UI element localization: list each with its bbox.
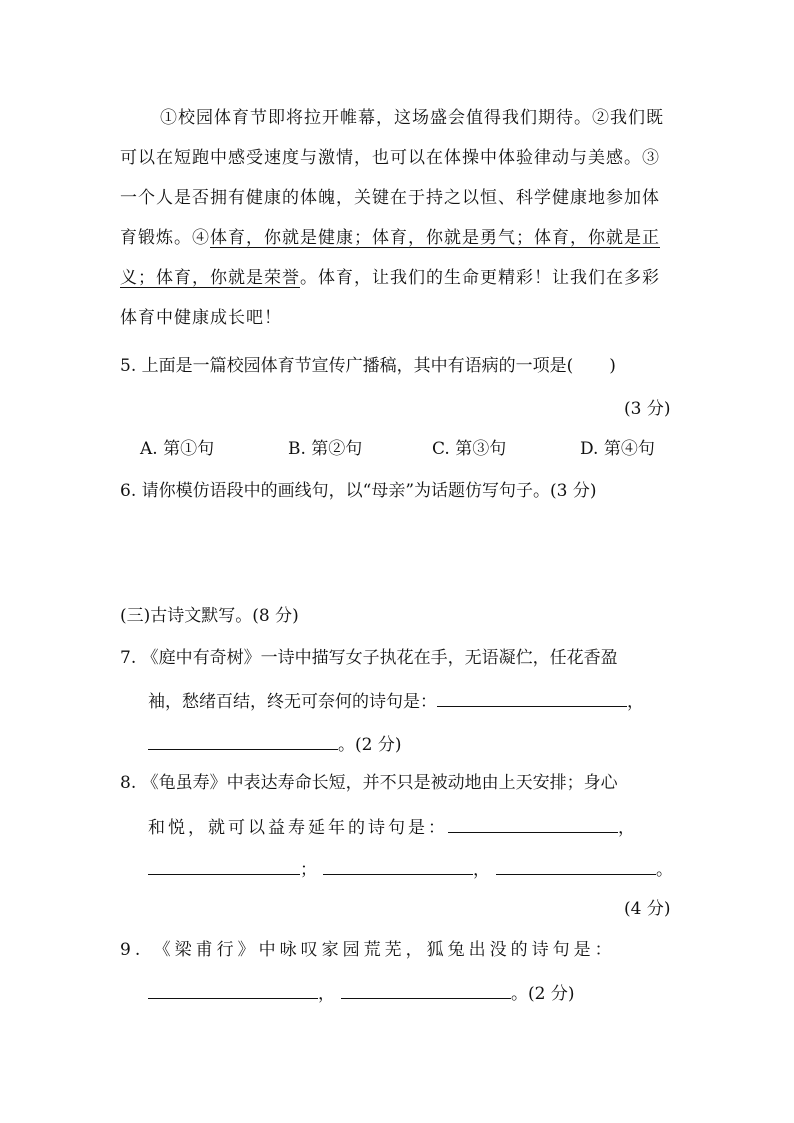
underlined-sentence-part-1: 体育，你就是健康；体育，你就是勇气；体育，你就是正 <box>210 228 660 248</box>
q5-score: (3 分) <box>624 399 671 419</box>
q5-close-paren: ) <box>609 356 616 376</box>
q7-end: 。(2 分) <box>338 735 402 755</box>
q8-blank-4[interactable] <box>496 856 656 875</box>
section3-title: (三)古诗文默写。(8 分) <box>120 606 299 626</box>
q9-blank-1[interactable] <box>148 980 318 999</box>
q7-line-2 <box>148 688 644 714</box>
passage-line-1: ①校园体育节即将拉开帷幕，这场盛会值得我们期待。②我们既 <box>160 108 664 128</box>
q9-comma: ， <box>318 984 335 1004</box>
q8-comma-2: ， <box>473 860 490 880</box>
passage-line-5-plain: 。体育，让我们的生命更精彩！让我们在多彩 <box>300 268 660 288</box>
passage-line-3: 一个人是否拥有健康的体魄，关键在于持之以恒、科学健康地参加体 <box>120 188 660 208</box>
q5-option-c: C. 第③句 <box>432 439 507 459</box>
q8-line-2 <box>148 814 638 840</box>
q7-blank-2[interactable] <box>148 731 338 750</box>
q6-stem: 6. 请你模仿语段中的画线句，以“母亲”为话题仿写句子。(3 分) <box>120 481 597 501</box>
q5-option-b: B. 第②句 <box>288 439 363 459</box>
passage-line-5 <box>120 266 660 290</box>
q9-line-1: 9. 《梁甫行》中咏叹家园荒芜，狐兔出没的诗句是： <box>120 940 616 960</box>
q8-blank-1[interactable] <box>448 814 618 833</box>
q8-period: 。 <box>656 860 673 880</box>
q5-stem <box>120 354 616 378</box>
q7-comma: ， <box>627 692 644 712</box>
passage-line-4 <box>120 226 660 250</box>
q7-blank-1[interactable] <box>437 688 627 707</box>
q8-semicolon: ； <box>300 860 317 880</box>
q8-line-3 <box>148 856 673 882</box>
q8-line-1: 8. 《龟虽寿》中表达寿命长短，并不只是被动地由上天安排；身心 <box>120 773 618 793</box>
q5-option-d: D. 第④句 <box>580 439 655 459</box>
q5-stem-text: 5. 上面是一篇校园体育节宣传广播稿，其中有语病的一项是( <box>120 356 574 376</box>
q7-line-1: 7. 《庭中有奇树》一诗中描写女子执花在手，无语凝伫，任花香盈 <box>120 648 618 668</box>
q9-blank-2[interactable] <box>341 980 511 999</box>
passage-line-2: 可以在短跑中感受速度与激情，也可以在体操中体验律动与美感。③ <box>120 148 660 168</box>
q7-line-2-text: 袖，愁绪百结，终无可奈何的诗句是： <box>148 692 437 712</box>
q5-option-a: A. 第①句 <box>140 439 215 459</box>
q9-end: 。(2 分) <box>511 984 575 1004</box>
q8-score: (4 分) <box>624 899 671 919</box>
q7-line-3 <box>148 731 401 757</box>
q8-line-2-text: 和悦，就可以益寿延年的诗句是： <box>148 818 448 838</box>
q8-blank-3[interactable] <box>323 856 473 875</box>
underlined-sentence-part-2: 义；体育，你就是荣誉 <box>120 268 300 288</box>
q9-line-2 <box>148 980 574 1006</box>
q8-blank-2[interactable] <box>148 856 300 875</box>
passage-line-4-plain: 育锻炼。④ <box>120 228 210 248</box>
q8-comma-1: ， <box>618 818 638 838</box>
passage-line-6: 体育中健康成长吧！ <box>120 308 282 328</box>
